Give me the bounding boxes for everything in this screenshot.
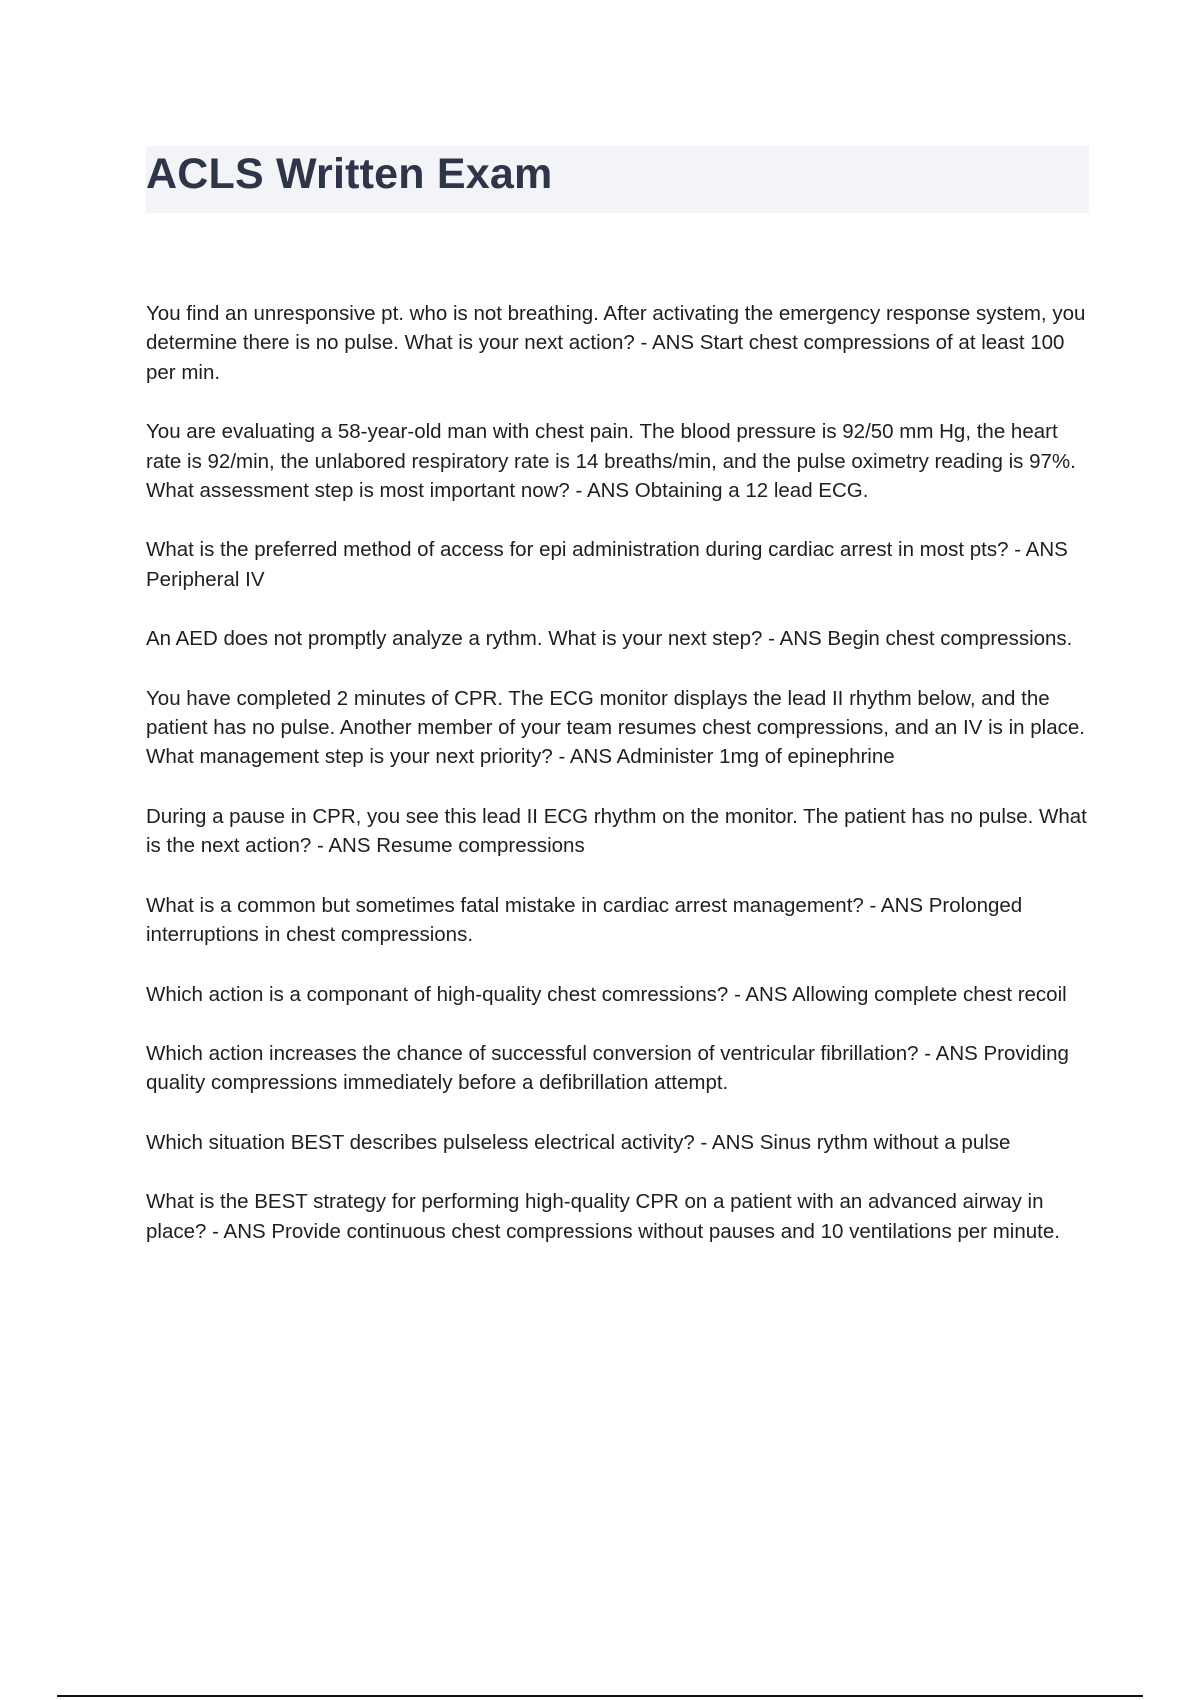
answer-text: Allowing complete chest recoil	[792, 982, 1067, 1006]
answer-label: ANS	[880, 893, 924, 917]
answer-label: ANS	[745, 982, 788, 1006]
answer-label: ANS	[1025, 538, 1068, 562]
qa-item	[146, 299, 1092, 387]
answer-separator: -	[634, 331, 652, 355]
answer-label: ANS	[935, 1041, 978, 1065]
qa-item	[146, 417, 1092, 505]
qa-item	[146, 802, 1092, 861]
question-answer-list	[146, 299, 1092, 1276]
qa-item	[146, 1187, 1092, 1246]
answer-label: ANS	[328, 834, 371, 858]
answer-separator: -	[311, 834, 329, 858]
question-text: You have completed 2 minutes of CPR. The ECG monitor displays the lead II rhythm below, and the patient has no pulse. Another member of your team resumes chest compressions, and an IV is in place. What management step is your next priority?	[146, 686, 1085, 769]
answer-separator: -	[762, 627, 780, 651]
qa-item	[146, 624, 1092, 653]
question-text: Which action increases the chance of successful conversion of ventricular fibrillation?	[146, 1041, 919, 1065]
qa-item	[146, 980, 1092, 1009]
answer-separator: -	[552, 745, 570, 769]
question-text: What is the BEST strategy for performing high-quality CPR on a patient with an advanced airway in place?	[146, 1190, 1044, 1243]
answer-separator: -	[569, 479, 587, 503]
answer-text: Begin chest compressions.	[827, 627, 1073, 651]
answer-text: Providing quality compressions immediately before a defibrillation attempt.	[146, 1041, 1069, 1095]
answer-text: Sinus rythm without a pulse	[759, 1130, 1011, 1154]
answer-separator: -	[694, 1130, 712, 1154]
answer-label: ANS	[711, 1130, 755, 1154]
question-text: What is the preferred method of access for epi administration during cardiac arrest in most pts?	[146, 538, 1009, 562]
answer-label: ANS	[586, 479, 630, 503]
answer-separator: -	[1008, 538, 1026, 562]
answer-text: Provide continuous chest compressions without pauses and 10 ventilations per minute.	[271, 1219, 1060, 1243]
qa-item	[146, 1039, 1092, 1098]
answer-text: Prolonged interruptions in chest compressions.	[146, 893, 1023, 947]
answer-text: Peripheral IV	[146, 567, 265, 591]
question-text: What is a common but sometimes fatal mistake in cardiac arrest management?	[146, 893, 864, 917]
qa-item	[146, 891, 1092, 950]
qa-item	[146, 535, 1092, 594]
answer-separator: -	[863, 893, 881, 917]
question-text: You find an unresponsive pt. who is not breathing. After activating the emergency response system, you determine there is no pulse. What is your next action?	[146, 302, 1086, 355]
qa-item	[146, 684, 1092, 772]
answer-text: Administer 1mg of epinephrine	[616, 745, 895, 769]
answer-text: Resume compressions	[376, 834, 585, 858]
answer-separator: -	[728, 982, 746, 1006]
qa-item	[146, 1128, 1092, 1157]
question-text: Which situation BEST describes pulseless electrical activity?	[146, 1130, 695, 1154]
answer-label: ANS	[651, 331, 695, 355]
answer-label: ANS	[569, 745, 613, 769]
answer-separator: -	[918, 1041, 936, 1065]
answer-label: ANS	[779, 627, 822, 651]
answer-text: Obtaining a 12 lead ECG.	[634, 479, 869, 503]
question-text: You are evaluating a 58-year-old man with chest pain. The blood pressure is 92/50 mm Hg, the heart rate is 92/min, the unlabored respiratory rate is 14 breaths/min, and the pulse oximetry reading is 97%. What assessment step is most important now?	[146, 420, 1076, 503]
question-text: An AED does not promptly analyze a rythm. What is your next step?	[146, 627, 763, 651]
answer-separator: -	[206, 1219, 224, 1243]
page-title: ACLS Written Exam	[146, 150, 553, 198]
question-text: During a pause in CPR, you see this lead II ECG rhythm on the monitor. The patient has no pulse. What is the next action?	[146, 804, 1087, 858]
answer-label: ANS	[223, 1219, 266, 1243]
answer-text: Start chest compressions of at least 100 per min.	[146, 331, 1065, 384]
question-text: Which action is a componant of high-quality chest comressions?	[146, 982, 729, 1006]
footer-divider	[57, 1695, 1143, 1697]
